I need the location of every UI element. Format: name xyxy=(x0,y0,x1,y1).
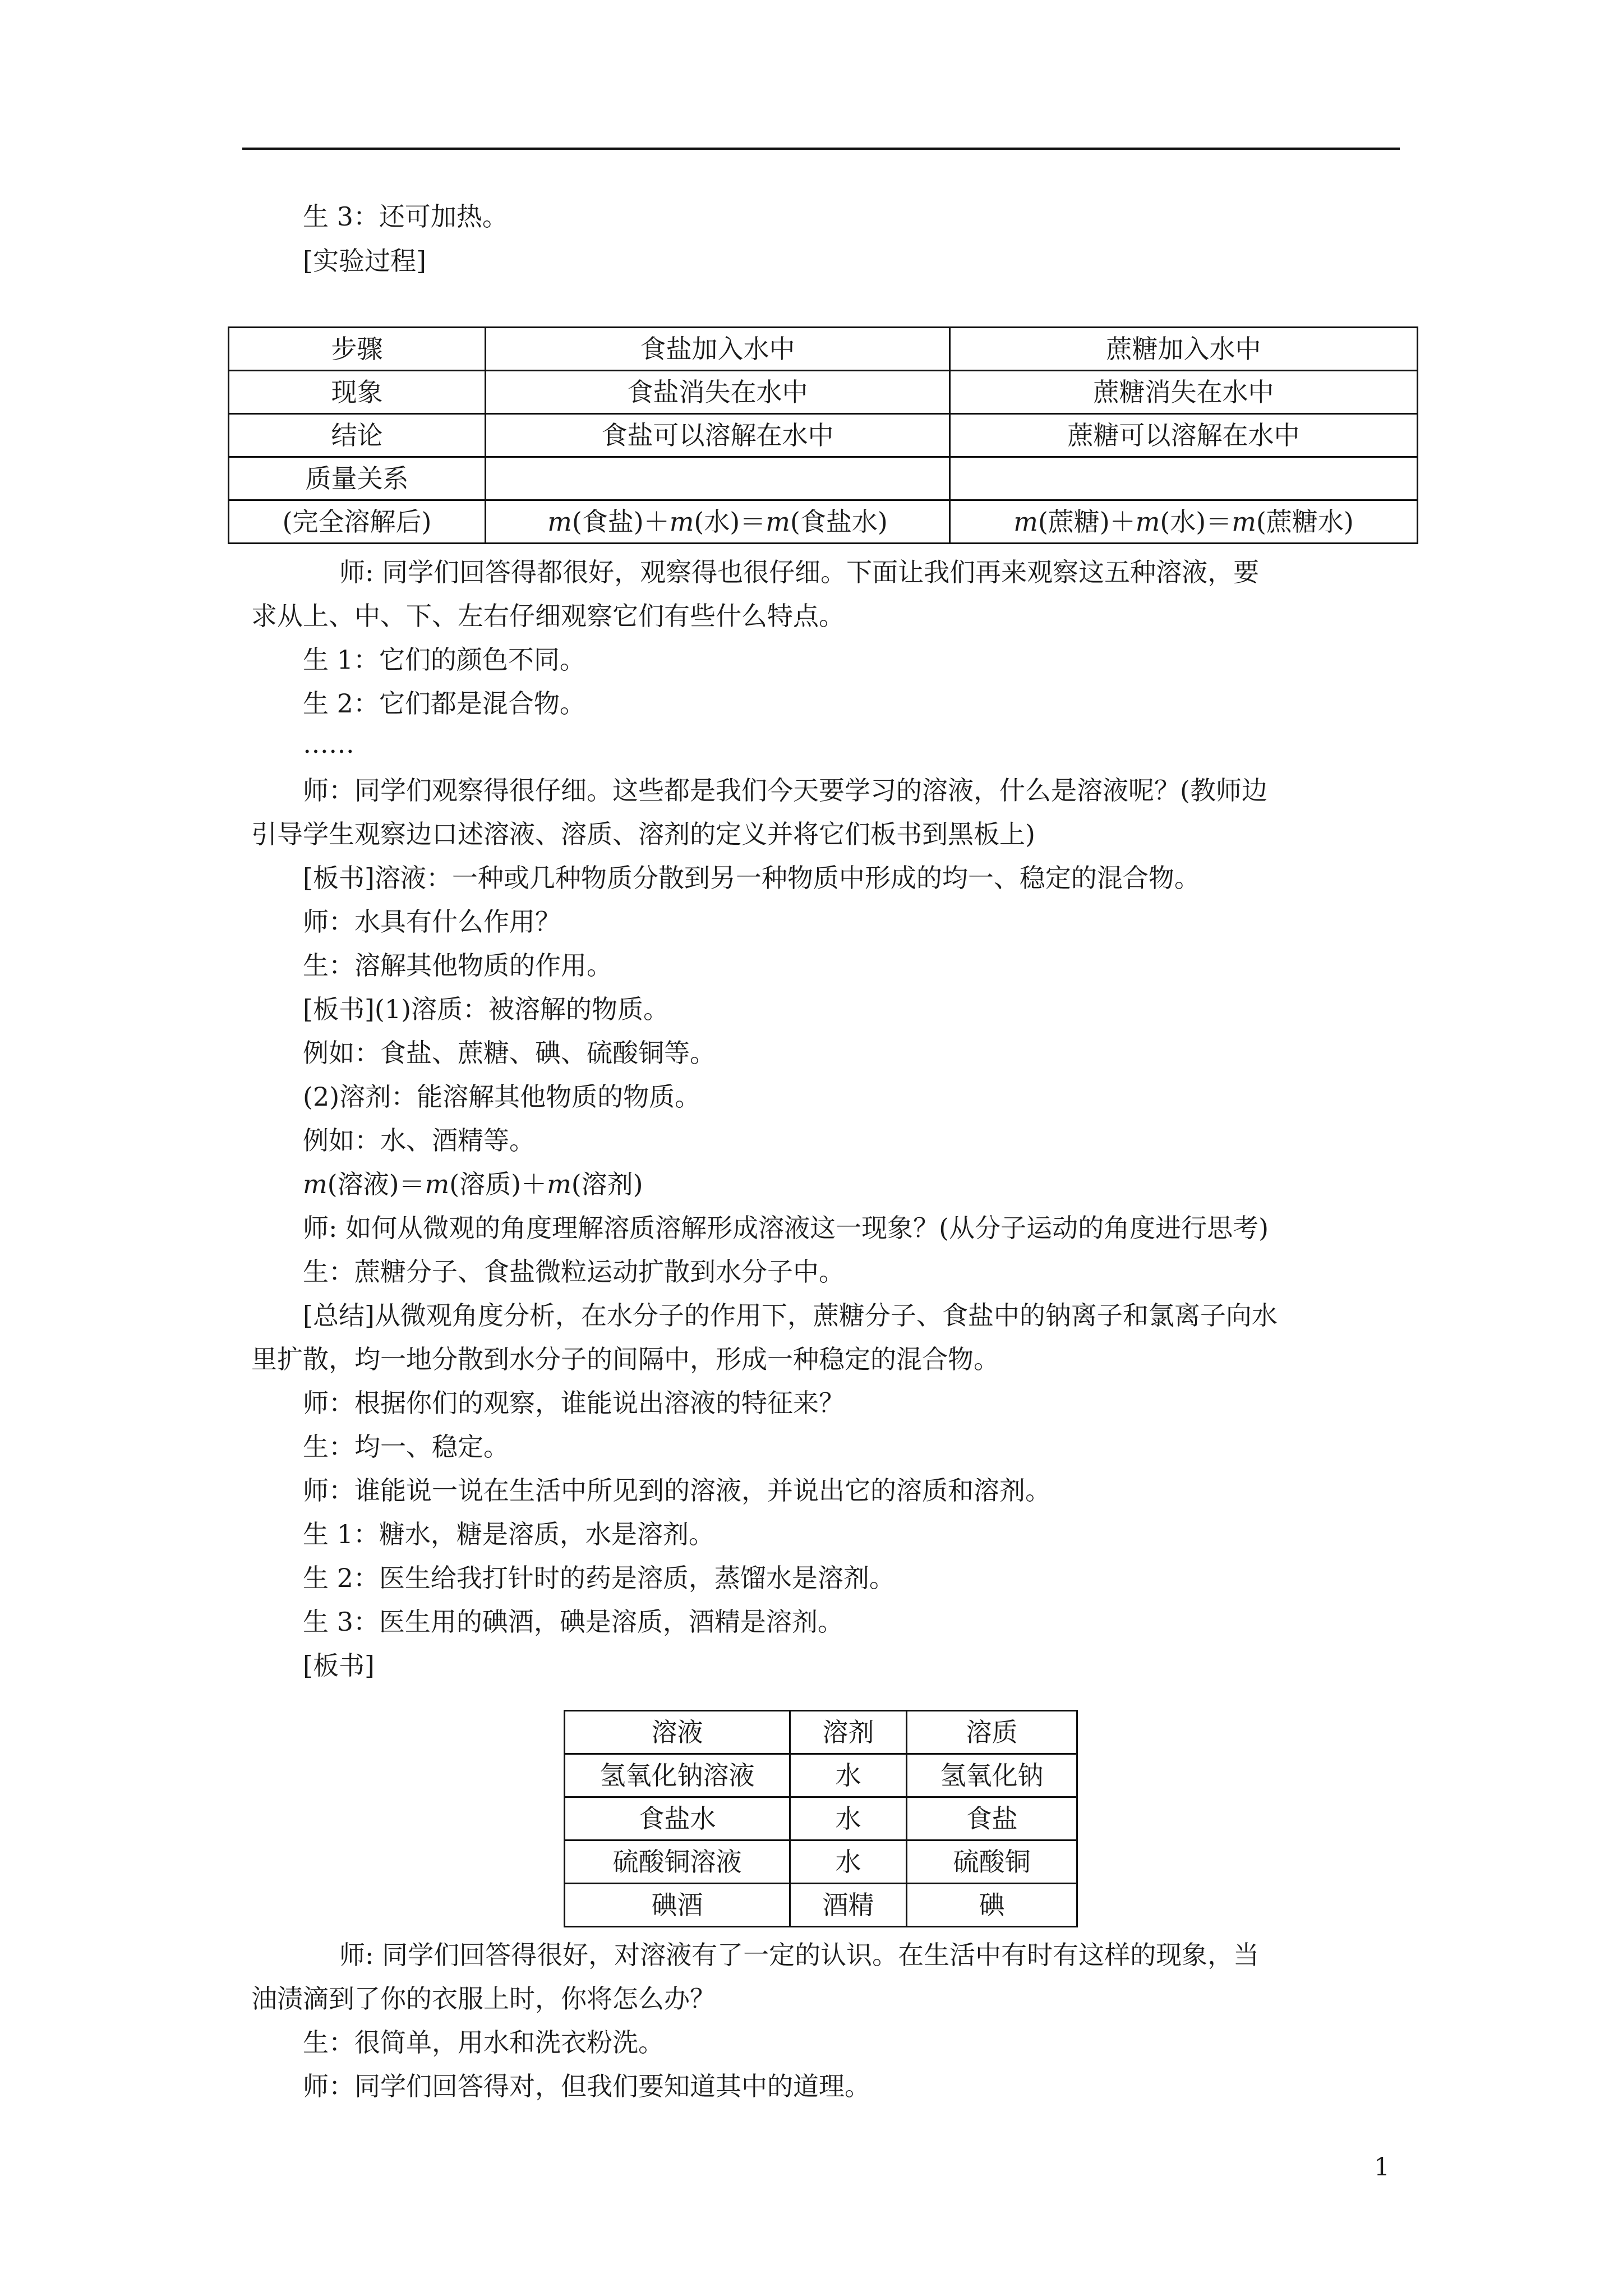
text-line: [板书](1)溶质：被溶解的物质。 xyxy=(303,994,670,1024)
text-line: 生：蔗糖分子、食盐微粒运动扩散到水分子中。 xyxy=(303,1257,845,1287)
table-cell: 食盐可以溶解在水中 xyxy=(486,414,950,457)
text-line: 生：很简单，用水和洗衣粉洗。 xyxy=(303,2027,664,2058)
text-line: …… xyxy=(303,729,354,759)
text-line: 生 1：它们的颜色不同。 xyxy=(303,645,585,675)
solution-table xyxy=(564,1710,1078,1927)
text-line: 师：同学们回答得对，但我们要知道其中的道理。 xyxy=(303,2071,870,2101)
table-cell xyxy=(950,457,1418,500)
table-cell: 氢氧化钠 xyxy=(907,1754,1077,1797)
table-cell: 水 xyxy=(790,1841,907,1884)
text-line: 生：均一、稳定。 xyxy=(303,1432,509,1462)
text-line: [板书]溶液：一种或几种物质分散到另一种物质中形成的均一、稳定的混合物。 xyxy=(303,863,1200,893)
table-cell: 硫酸铜溶液 xyxy=(565,1841,790,1884)
table-row xyxy=(565,1797,1077,1841)
table-cell: 酒精 xyxy=(790,1884,907,1927)
section-label: [实验过程] xyxy=(303,246,426,276)
table-cell: 现象 xyxy=(229,371,486,414)
text-line: 师: 同学们回答得很好，对溶液有了一定的认识。在生活中有时有这样的现象，当 xyxy=(339,1940,1260,1970)
text-line: 生 3：医生用的碘酒，碘是溶质，酒精是溶剂。 xyxy=(303,1607,843,1637)
text-line: 师：根据你们的观察，谁能说出溶液的特征来？ xyxy=(303,1388,845,1418)
table-cell: 食盐水 xyxy=(565,1797,790,1841)
text-line: 生：溶解其他物质的作用。 xyxy=(303,950,612,981)
table-cell: 溶剂 xyxy=(790,1711,907,1754)
table-cell: 硫酸铜 xyxy=(907,1841,1077,1884)
table-row xyxy=(229,328,1418,371)
table-cell: 食盐消失在水中 xyxy=(486,371,950,414)
table-cell: 结论 xyxy=(229,414,486,457)
table-cell: m(食盐)＋m(水)＝m(食盐水) xyxy=(486,500,950,544)
text-line: 师: 同学们回答得都很好，观察得也很仔细。下面让我们再来观察这五种溶液，要 xyxy=(339,557,1260,587)
text-line: 生 2：它们都是混合物。 xyxy=(303,688,585,719)
table-cell: 食盐加入水中 xyxy=(486,328,950,371)
text-line: 生 2：医生给我打针时的药是溶质，蒸馏水是溶剂。 xyxy=(303,1563,895,1593)
text-line: 师：水具有什么作用？ xyxy=(303,907,561,937)
table-row xyxy=(565,1841,1077,1884)
table-cell: 蔗糖可以溶解在水中 xyxy=(950,414,1418,457)
table-row xyxy=(229,414,1418,457)
table-cell: 碘酒 xyxy=(565,1884,790,1927)
table-cell: 氢氧化钠溶液 xyxy=(565,1754,790,1797)
text-line: 例如：水、酒精等。 xyxy=(303,1125,535,1156)
table-row xyxy=(565,1884,1077,1927)
table-cell: 水 xyxy=(790,1754,907,1797)
page-number: 1 xyxy=(1374,2153,1390,2182)
table-cell: (完全溶解后) xyxy=(229,500,486,544)
text-line: 里扩散，均一地分散到水分子的间隔中，形成一种稳定的混合物。 xyxy=(251,1344,999,1374)
text-line: 油渍滴到了你的衣服上时，你将怎么办？ xyxy=(251,1984,716,2014)
table-cell xyxy=(486,457,950,500)
text-line: 生 3：还可加热。 xyxy=(303,201,508,232)
text-line: 例如：食盐、蔗糖、碘、硫酸铜等。 xyxy=(303,1038,716,1068)
experiment-table xyxy=(228,326,1418,544)
table-row xyxy=(229,500,1418,544)
table-cell: 蔗糖消失在水中 xyxy=(950,371,1418,414)
text-line: 引导学生观察边口述溶液、溶质、溶剂的定义并将它们板书到黑板上) xyxy=(251,819,1035,849)
text-line: (2)溶剂：能溶解其他物质的物质。 xyxy=(303,1082,701,1112)
table-cell: 食盐 xyxy=(907,1797,1077,1841)
table-cell: 蔗糖加入水中 xyxy=(950,328,1418,371)
section-label: [板书] xyxy=(303,1650,375,1681)
table-cell: 碘 xyxy=(907,1884,1077,1927)
table-cell: 步骤 xyxy=(229,328,486,371)
text-line: 师：谁能说一说在生活中所见到的溶液，并说出它的溶质和溶剂。 xyxy=(303,1475,1051,1506)
header-rule xyxy=(242,148,1400,150)
table-row xyxy=(229,457,1418,500)
text-line: 生 1：糖水，糖是溶质，水是溶剂。 xyxy=(303,1519,714,1549)
formula-line: m(溶液)＝m(溶质)＋m(溶剂) xyxy=(303,1169,643,1199)
table-row xyxy=(229,371,1418,414)
table-cell: 溶液 xyxy=(565,1711,790,1754)
table-cell: 质量关系 xyxy=(229,457,486,500)
text-line: 求从上、中、下、左右仔细观察它们有些什么特点。 xyxy=(251,601,845,631)
text-line: 师: 如何从微观的角度理解溶质溶解形成溶液这一现象？(从分子运动的角度进行思考) xyxy=(303,1213,1269,1243)
table-cell: 水 xyxy=(790,1797,907,1841)
table-cell: m(蔗糖)＋m(水)＝m(蔗糖水) xyxy=(950,500,1418,544)
table-cell: 溶质 xyxy=(907,1711,1077,1754)
table-row xyxy=(565,1711,1077,1754)
text-line: [总结]从微观角度分析，在水分子的作用下，蔗糖分子、食盐中的钠离子和氯离子向水 xyxy=(303,1300,1278,1331)
text-line: 师：同学们观察得很仔细。这些都是我们今天要学习的溶液，什么是溶液呢？(教师边 xyxy=(303,775,1267,806)
table-row xyxy=(565,1754,1077,1797)
